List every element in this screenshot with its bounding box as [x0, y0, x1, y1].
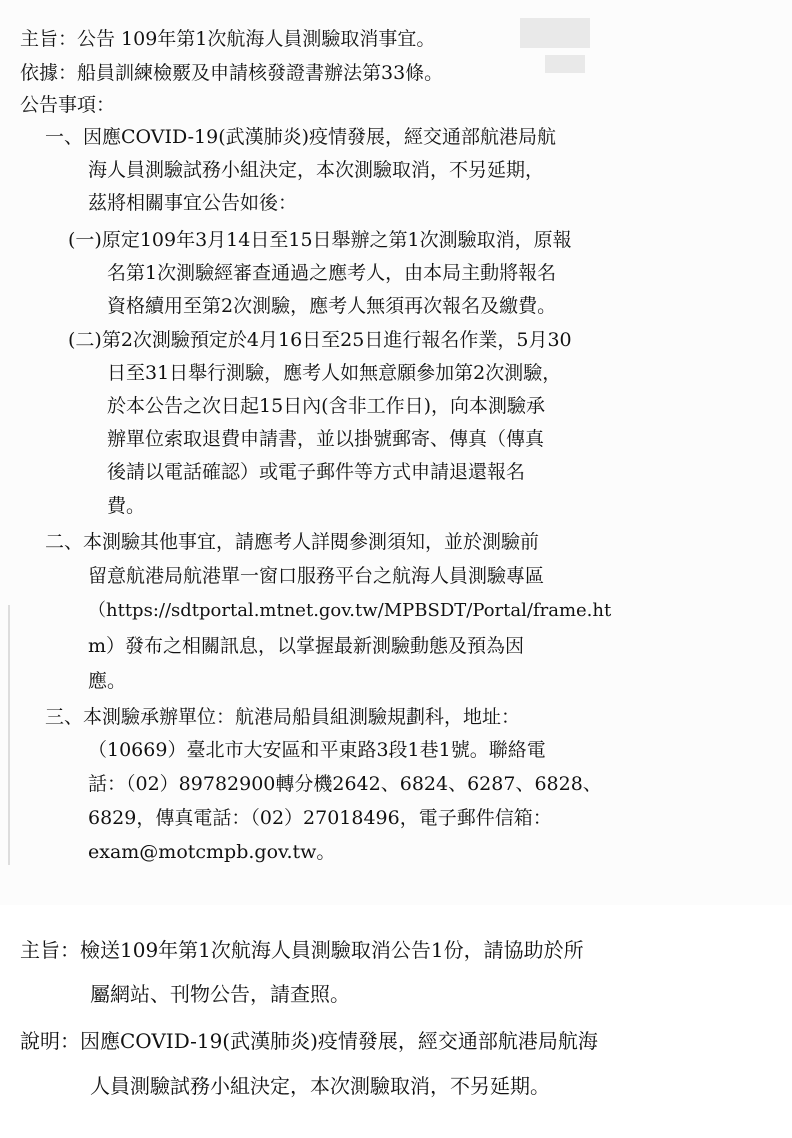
item1-line1: 一、因應COVID-19(武漢肺炎)疫情發展，經交通部航港局航	[45, 126, 557, 148]
item1-sub2-line2: 日至31日舉行測驗，應考人如無意願參加第2次測驗，	[107, 362, 562, 384]
item1-sub2-line5: 後請以電話確認）或電子郵件等方式申請退還報名	[107, 461, 526, 483]
item3-line4: 6829，傳真電話：（02）27018496，電子郵件信箱：	[88, 807, 552, 829]
letter-subject-line1: 主旨：檢送109年第1次航海人員測驗取消公告1份，請協助於所	[20, 938, 584, 962]
item1-sub2-line1: (二)第2次測驗預定於4月16日至25日進行報名作業，5月30	[68, 329, 572, 351]
item1-sub1-line1: (一)原定109年3月14日至15日舉辦之第1次測驗取消，原報	[68, 229, 572, 251]
announcement-subject: 主旨：公告 109年第1次航海人員測驗取消事宜。	[20, 28, 436, 50]
item2-line3: （https://sdtportal.mtnet.gov.tw/MPBSDT/Portal/frame.ht	[88, 600, 612, 621]
announcement-basis: 依據：船員訓練檢覈及申請核發證書辦法第33條。	[20, 62, 444, 84]
item2-line5: 應。	[88, 670, 127, 692]
item2-line1: 二、本測驗其他事宜，請應考人詳閱參測須知，並於測驗前	[45, 531, 540, 553]
item2-line4: m）發布之相關訊息，以掌握最新測驗動態及預為因	[88, 635, 525, 657]
letter-subject-line2: 屬網站、刊物公告，請查照。	[90, 982, 350, 1006]
seal-mark	[8, 605, 90, 865]
item1-sub2-line6: 費。	[107, 495, 146, 517]
item3-line1: 三、本測驗承辦單位：航港局船員組測驗規劃科，地址：	[45, 706, 521, 728]
announcement-items-heading: 公告事項：	[20, 94, 116, 116]
item1-sub2-line3: 於本公告之次日起15日內(含非工作日)，向本測驗承	[107, 395, 546, 417]
item2-line2: 留意航港局航港單一窗口服務平台之航海人員測驗專區	[88, 565, 545, 587]
item3-line2: （10669）臺北市大安區和平東路3段1巷1號。聯絡電	[88, 739, 546, 761]
item1-sub2-line4: 辦單位索取退費申請書，並以掛號郵寄、傳真（傳真	[107, 428, 545, 450]
item3-line3: 話：（02）89782900轉分機2642、6824、6287、6828、	[88, 773, 602, 795]
letter-explanation-line1: 說明：因應COVID-19(武漢肺炎)疫情發展，經交通部航港局航海	[20, 1029, 598, 1053]
item1-sub1-line3: 資格續用至第2次測驗，應考人無須再次報名及繳費。	[107, 295, 557, 317]
item1-sub1-line2: 名第1次測驗經審查通過之應考人，由本局主動將報名	[107, 262, 557, 284]
letter-explanation-line2: 人員測驗試務小組決定，本次測驗取消，不另延期。	[90, 1074, 550, 1098]
item1-line3: 茲將相關事宜公告如後：	[88, 192, 298, 214]
item3-line5: exam@motcmpb.gov.tw。	[88, 841, 336, 863]
item1-line2: 海人員測驗試務小組決定，本次測驗取消，不另延期，	[88, 159, 545, 181]
